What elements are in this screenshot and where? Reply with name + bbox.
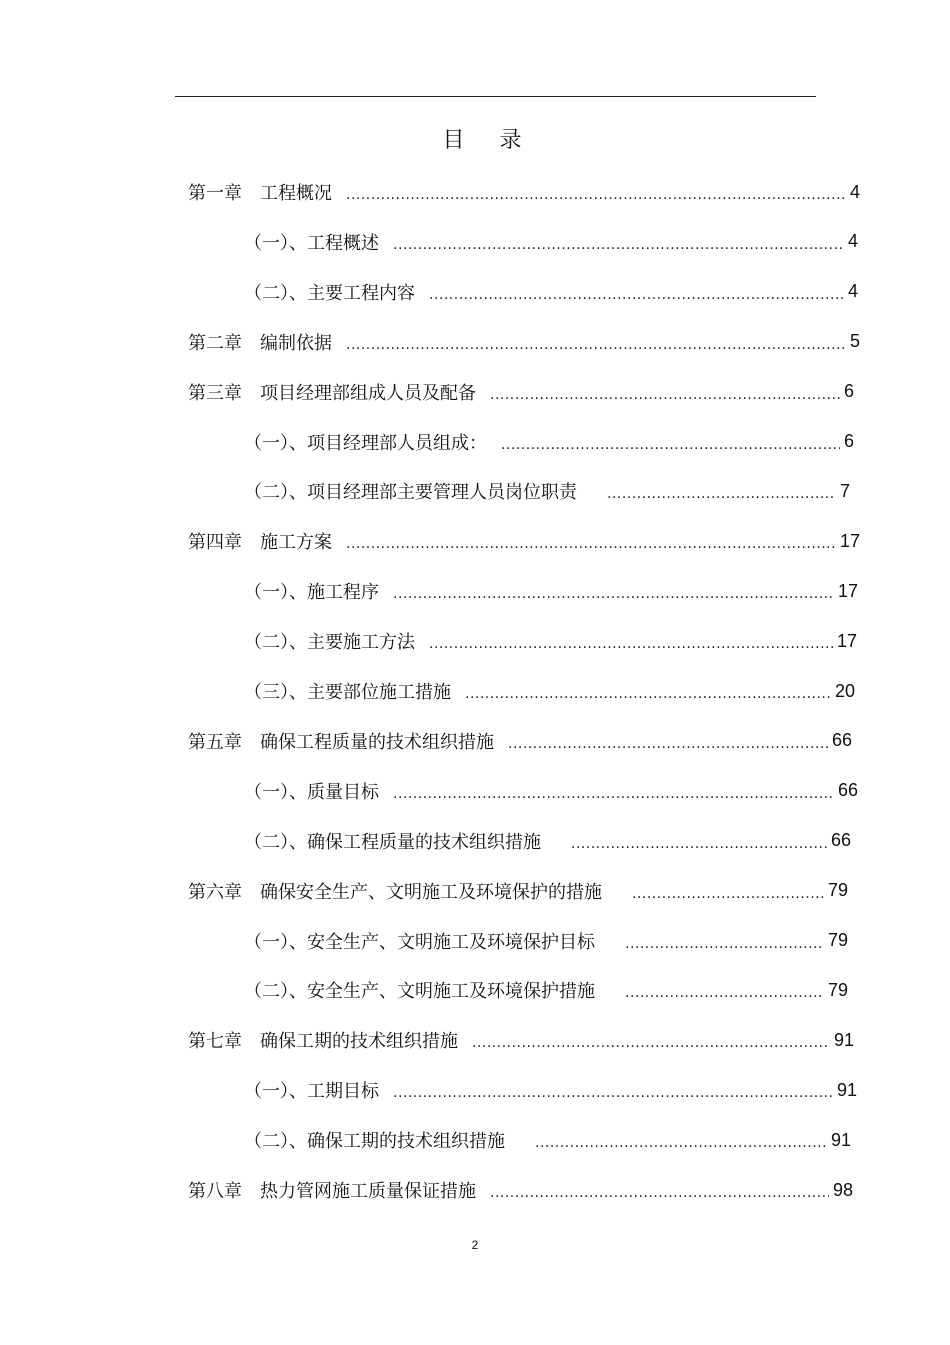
- page-number: 2: [471, 1238, 479, 1252]
- toc-entry-label: [244, 628, 415, 654]
- toc-entry-title: （二）、项目经理部主要管理人员岗位职责: [244, 482, 577, 504]
- toc-chapter-number: 第一章: [188, 183, 242, 204]
- toc-entry-label: [244, 778, 379, 804]
- toc-page-number: 4: [847, 231, 858, 252]
- toc-entry-label: [188, 878, 602, 904]
- toc-entry[interactable]: [244, 566, 858, 616]
- toc-entry[interactable]: [188, 367, 854, 417]
- toc-entry-title: （一）、安全生产、文明施工及环境保护目标: [244, 931, 595, 953]
- toc-leader-dots: [429, 635, 833, 653]
- toc-entry-label: [244, 279, 415, 305]
- toc-entry-title: 确保工期的技术组织措施: [260, 1031, 458, 1053]
- toc-entry[interactable]: [244, 417, 854, 467]
- toc-page-number: 4: [847, 281, 858, 302]
- toc-leader-dots: [465, 685, 831, 703]
- toc-page-number: 5: [849, 331, 860, 352]
- toc-entry-title: （一）、工程概述: [244, 232, 379, 254]
- toc-leader-dots: [393, 785, 834, 803]
- toc-page-number: 66: [837, 780, 858, 801]
- toc-entry-title: 工程概况: [260, 183, 332, 204]
- toc-chapter-number: 第四章: [188, 532, 242, 554]
- toc-entry-label: [188, 179, 332, 205]
- toc-chapter-number: 第七章: [188, 1031, 242, 1053]
- toc-entry-label: [188, 1027, 458, 1053]
- toc-chapter-number: 第三章: [188, 382, 242, 404]
- toc-leader-dots: [393, 1084, 833, 1102]
- toc-entry[interactable]: [244, 666, 855, 716]
- toc-entry-title: 确保安全生产、文明施工及环境保护的措施: [260, 881, 602, 903]
- toc-entry-title: （二）、主要工程内容: [244, 282, 415, 304]
- toc-leader-dots: [490, 386, 840, 404]
- toc-page-number: 66: [830, 830, 851, 851]
- toc-entry-label: [244, 578, 379, 604]
- toc-leader-dots: [632, 885, 824, 903]
- toc-entry[interactable]: [188, 1165, 853, 1215]
- toc-leader-dots: [346, 186, 846, 204]
- toc-entry-label: [188, 1177, 476, 1203]
- toc-entry-title: （二）、确保工期的技术组织措施: [244, 1131, 505, 1153]
- toc-leader-dots: [429, 286, 844, 304]
- toc-entry[interactable]: [244, 217, 858, 267]
- toc-page-number: 17: [837, 580, 858, 601]
- toc-entry-title: （一）、质量目标: [244, 781, 379, 803]
- toc-entry-label: [244, 1077, 379, 1103]
- toc-entry[interactable]: [188, 317, 860, 367]
- toc-entry-label: [188, 329, 332, 355]
- toc-entry-label: [244, 478, 577, 504]
- toc-chapter-number: 第二章: [188, 332, 242, 354]
- toc-page-number: 7: [839, 480, 850, 501]
- toc-entry[interactable]: [244, 1065, 857, 1115]
- toc-entry[interactable]: [188, 1015, 854, 1065]
- toc-leader-dots: [346, 336, 846, 354]
- toc-entry-label: [244, 828, 541, 854]
- toc-page-number: 6: [843, 431, 854, 451]
- toc-chapter-number: 第八章: [188, 1181, 242, 1202]
- toc-leader-dots: [508, 735, 828, 753]
- toc-entry-title: 施工方案: [260, 532, 332, 554]
- toc-page-number: 4: [849, 181, 860, 202]
- toc-page-number: 91: [833, 1029, 854, 1050]
- toc-leader-dots: [393, 236, 844, 254]
- page-title: 目 录: [442, 128, 536, 153]
- toc-page-number: 98: [832, 1179, 853, 1200]
- toc-entry[interactable]: [244, 267, 858, 317]
- toc-entry-title: （二）、主要施工方法: [244, 632, 415, 654]
- toc-entry-label: [244, 429, 487, 455]
- toc-chapter-number: 第六章: [188, 881, 242, 903]
- toc-leader-dots: [393, 585, 834, 603]
- toc-entry-label: [244, 229, 379, 255]
- toc-entry-title: 热力管网施工质量保证措施: [260, 1181, 476, 1202]
- toc-entry-label: [188, 379, 476, 405]
- toc-entry[interactable]: [244, 616, 857, 666]
- toc-leader-dots: [472, 1034, 830, 1052]
- toc-leader-dots: [346, 535, 836, 553]
- toc-page-number: 91: [836, 1079, 857, 1100]
- toc-entry-title: （三）、主要部位施工措施: [244, 682, 451, 703]
- toc-entry-label: [244, 1127, 505, 1153]
- toc-page-number: 79: [827, 979, 848, 1000]
- toc-entry-label: [244, 678, 451, 704]
- toc-entry[interactable]: [244, 766, 858, 816]
- toc-entry-title: （二）、安全生产、文明施工及环境保护措施: [244, 981, 595, 1003]
- toc-page-number: 17: [839, 530, 860, 551]
- toc-entry[interactable]: [188, 516, 860, 566]
- toc-leader-dots: [625, 984, 824, 1002]
- toc-page-number: 20: [834, 680, 855, 701]
- toc-leader-dots: [607, 485, 836, 503]
- toc-entry-label: [188, 528, 332, 554]
- toc-page-number: 79: [827, 880, 848, 901]
- toc-entry-title: 编制依据: [260, 332, 332, 354]
- toc-entry-title: （一）、施工程序: [244, 582, 379, 604]
- toc-entry[interactable]: [244, 466, 850, 516]
- toc-entry-title: （一）、工期目标: [244, 1081, 379, 1103]
- toc-entry-title: （一）、项目经理部人员组成：: [244, 432, 487, 454]
- toc-page-number: 66: [831, 730, 852, 751]
- toc-page-number: 17: [836, 630, 857, 651]
- toc-entry-title: 确保工程质量的技术组织措施: [260, 731, 494, 753]
- toc-entry[interactable]: [188, 716, 852, 766]
- toc-leader-dots: [625, 935, 824, 953]
- toc-chapter-number: 第五章: [188, 731, 242, 753]
- toc-entry-label: [244, 928, 595, 954]
- toc-leader-dots: [535, 1134, 827, 1152]
- toc-page-number: 79: [827, 930, 848, 950]
- toc-entry[interactable]: [244, 1115, 851, 1165]
- toc-leader-dots: [501, 436, 840, 454]
- toc-entry-title: （二）、确保工程质量的技术组织措施: [244, 831, 541, 853]
- toc-entry[interactable]: [244, 916, 848, 966]
- toc-page-number: 6: [843, 381, 854, 402]
- toc-leader-dots: [571, 835, 827, 853]
- toc-entry[interactable]: [188, 866, 848, 916]
- header-rule: [175, 96, 816, 97]
- toc-entry-label: [188, 728, 494, 754]
- toc-entry[interactable]: [244, 965, 848, 1015]
- toc-entry-label: [244, 977, 595, 1003]
- toc-entry-title: 项目经理部组成人员及配备: [260, 382, 476, 404]
- toc-entry[interactable]: [188, 167, 860, 217]
- toc-page-number: 91: [830, 1129, 851, 1150]
- toc-leader-dots: [490, 1184, 829, 1202]
- toc-entry[interactable]: [244, 816, 851, 866]
